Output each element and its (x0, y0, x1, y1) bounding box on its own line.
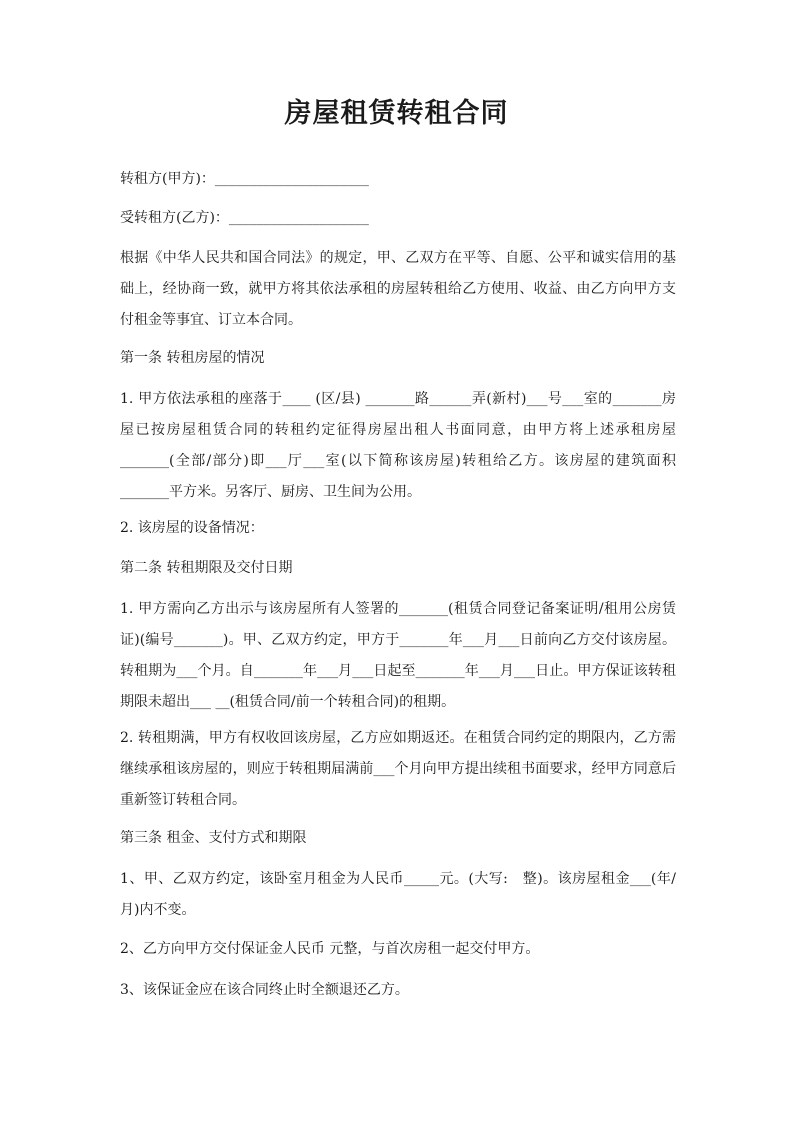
article-2-clause-2: 2. 转租期满，甲方有权收回该房屋，乙方应如期返还。在租赁合同约定的期限内，乙方需继续承租该房屋的，则应于转租期届满前___个月向甲方提出续租书面要求，经甲方同意后重新签订转租合同。 (120, 730, 676, 808)
article-3-clause-2: 2、乙方向甲方交付保证金人民币 元整，与首次房租一起交付甲方。 (120, 941, 540, 957)
document-title: 房屋租赁转租合同 (284, 98, 509, 129)
article-3-heading: 第三条 租金、支付方式和期限 (120, 830, 307, 846)
article-3-clause-3: 3、该保证金应在该合同终止时全额退还乙方。 (120, 982, 409, 998)
article-2-heading: 第二条 转租期限及交付日期 (120, 560, 293, 576)
article-1-clause-2: 2. 该房屋的设备情况： (120, 520, 264, 536)
party-a-line: 转租方(甲方)：______________________ (120, 171, 369, 187)
article-2-clause-1: 1. 甲方需向乙方出示与该房屋所有人签署的_______(租赁合同登记备案证明/租用公房赁证)(编号_______)。甲、乙双方约定，甲方于_______年___月___日前向乙方交付该房屋。转租期为___个月。自_______年___月___日起至_______年___月___日止。甲方保证该转租期限未超出___ __(租赁合同/前一个转租合同)的租期。 (120, 601, 676, 710)
party-b-line: 受转租方(乙方)：____________________ (120, 210, 369, 226)
article-1-heading: 第一条 转租房屋的情况 (120, 350, 265, 366)
article-3-clause-1: 1、甲、乙双方约定，该卧室月租金为人民币_____元。(大写: 整)。该房屋租金___(年/月)内不变。 (120, 871, 676, 918)
preamble-paragraph: 根据《中华人民共和国合同法》的规定，甲、乙双方在平等、自愿、公平和诚实信用的基础上，经协商一致，就甲方将其依法承租的房屋转租给乙方使用、收益、由乙方向甲方支付租金等事宜、订立本合同。 (120, 250, 676, 328)
article-1-clause-1: 1. 甲方依法承租的座落于____ (区/县) _______路______弄(新村)___号___室的_______房屋已按房屋租赁合同的转租约定征得房屋出租人书面同意，由甲方将上述承租房屋_______(全部/部分)即___厅___室(以下简称该房屋)转租给乙方。该房屋的建筑面积_______平方米。另客厅、厨房、卫生间为公用。 (120, 391, 676, 500)
